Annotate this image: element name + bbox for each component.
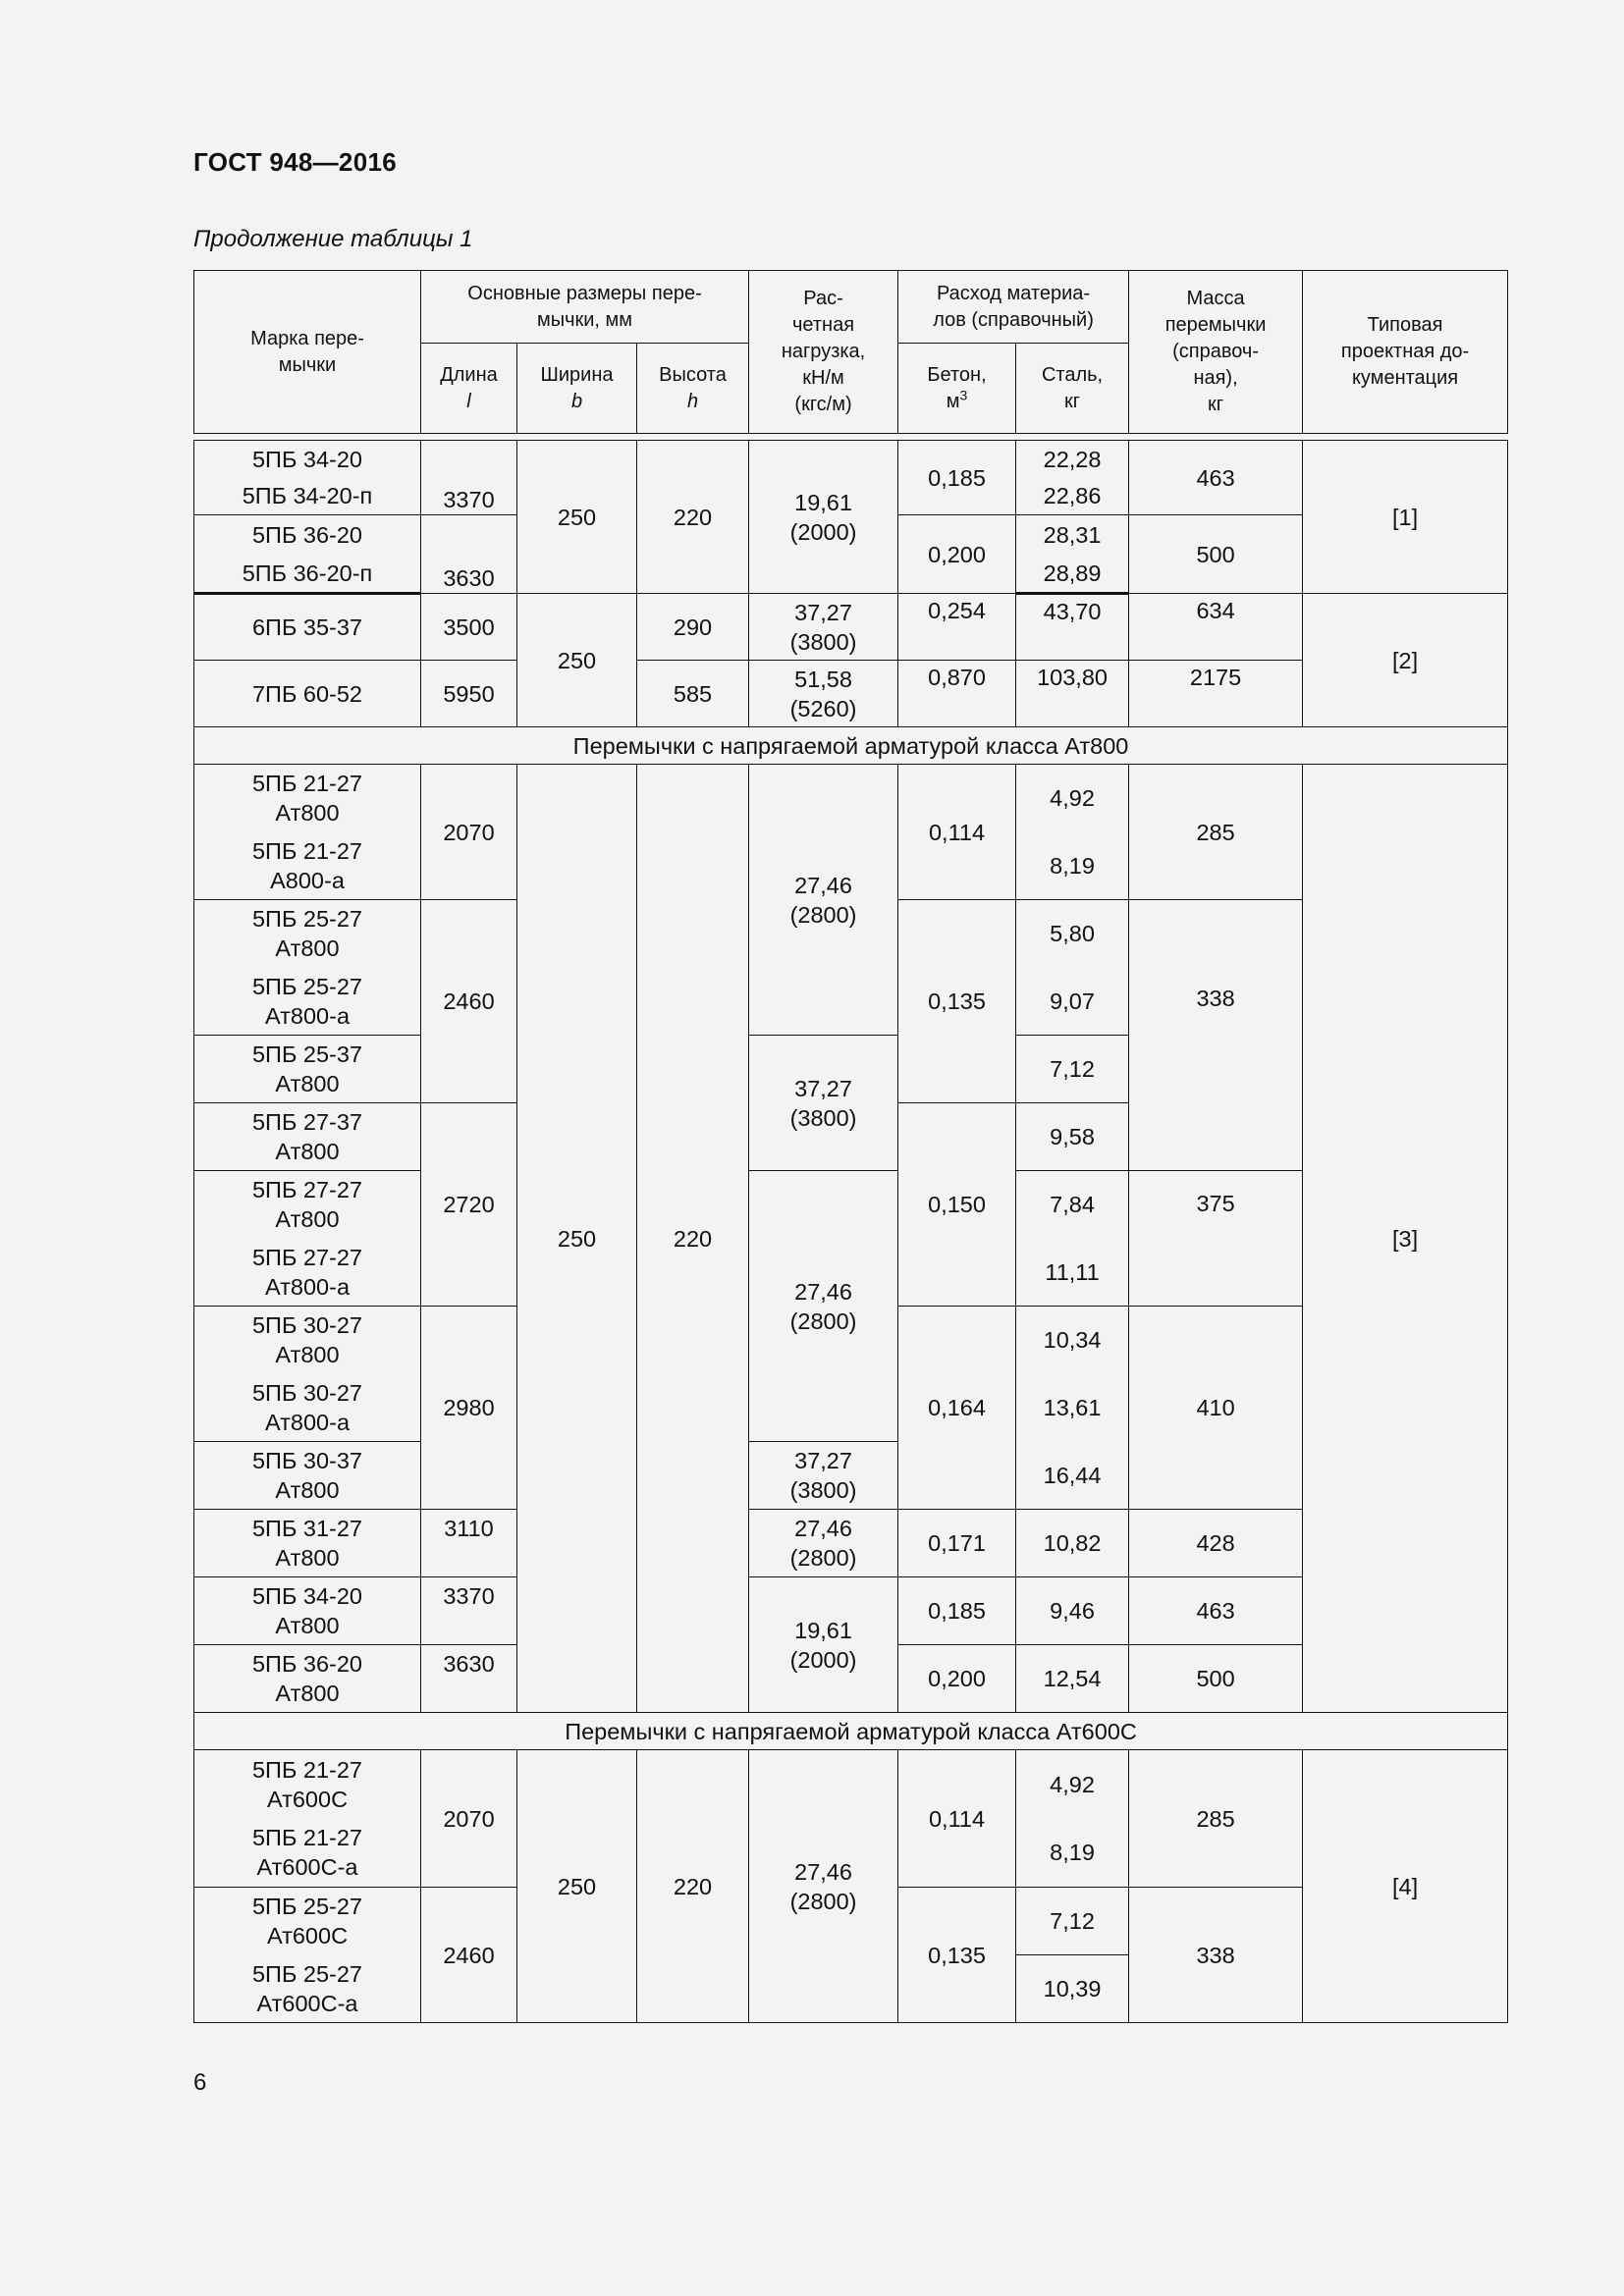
mark-cell: 5ПБ 30-27 Ат800 <box>194 1307 421 1374</box>
mark-cell: 5ПБ 27-27 Ат800-а <box>194 1239 421 1307</box>
doc-title: ГОСТ 948—2016 <box>193 147 397 177</box>
length-cell: 2460 <box>421 1888 517 2023</box>
section-header-at600c: Перемычки с напрягаемой арматурой класса Ат600С <box>194 1713 1508 1750</box>
mass-cell: 634 <box>1129 594 1303 661</box>
mark-cell: 7ПБ 60-52 <box>194 661 421 727</box>
height-cell: 290 <box>637 594 749 661</box>
doc-cell: [4] <box>1303 1750 1508 2023</box>
mark-cell: 5ПБ 25-27 Ат800 <box>194 900 421 968</box>
steel-cell: 8,19 <box>1016 1819 1129 1888</box>
mark-cell: 5ПБ 31-27 Ат800 <box>194 1510 421 1577</box>
load-cell: 27,46 (2800) <box>749 1750 898 2023</box>
width-cell: 250 <box>517 765 637 1713</box>
width-cell: 250 <box>517 441 637 594</box>
concrete-cell: 0,135 <box>898 900 1016 1103</box>
steel-cell: 43,70 <box>1016 594 1129 661</box>
height-cell: 220 <box>637 1750 749 2023</box>
steel-cell: 4,92 <box>1016 765 1129 832</box>
header-width: Ширина b <box>517 344 637 434</box>
steel-cell: 9,58 <box>1016 1103 1129 1171</box>
concrete-cell: 0,150 <box>898 1103 1016 1307</box>
load-cell: 37,27 (3800) <box>749 1442 898 1510</box>
width-cell: 250 <box>517 1750 637 2023</box>
load-cell: 37,27 (3800) <box>749 594 898 661</box>
load-cell: 51,58 (5260) <box>749 661 898 727</box>
mass-cell: 338 <box>1129 1888 1303 2023</box>
steel-cell: 10,34 <box>1016 1307 1129 1374</box>
steel-cell: 12,54 <box>1016 1645 1129 1713</box>
mark-cell: 5ПБ 34-20 <box>194 441 421 478</box>
steel-cell: 13,61 <box>1016 1374 1129 1442</box>
steel-cell: 10,82 <box>1016 1510 1129 1577</box>
section-header-at800: Перемычки с напрягаемой арматурой класса Ат800 <box>194 727 1508 765</box>
steel-cell: 28,89 <box>1016 555 1129 594</box>
mark-cell: 5ПБ 27-27 Ат800 <box>194 1171 421 1239</box>
load-cell: 19,61 (2000) <box>749 441 898 594</box>
header-docs: Типовая проектная до- кументация <box>1303 271 1508 434</box>
mass-cell: 338 <box>1129 900 1303 1171</box>
mark-cell: 5ПБ 25-27 Ат600С-а <box>194 1955 421 2023</box>
length-cell: 3370 <box>421 441 517 515</box>
mark-cell: 5ПБ 21-27 Ат600С <box>194 1750 421 1819</box>
load-cell: 37,27 (3800) <box>749 1036 898 1171</box>
mark-cell: 5ПБ 34-20-п <box>194 478 421 515</box>
length-cell: 3630 <box>421 515 517 594</box>
width-cell: 250 <box>517 594 637 727</box>
mark-cell: 5ПБ 25-27 Ат800-а <box>194 968 421 1036</box>
steel-cell: 7,84 <box>1016 1171 1129 1239</box>
steel-cell: 9,07 <box>1016 968 1129 1036</box>
length-cell: 2720 <box>421 1103 517 1307</box>
mark-cell: 5ПБ 21-27 Ат600С-а <box>194 1819 421 1888</box>
header-length: Длина l <box>421 344 517 434</box>
mass-cell: 500 <box>1129 515 1303 594</box>
load-cell: 27,46 (2800) <box>749 1510 898 1577</box>
steel-cell: 10,39 <box>1016 1955 1129 2023</box>
header-mass: Масса перемычки (справоч- ная), кг <box>1129 271 1303 434</box>
mass-cell: 2175 <box>1129 661 1303 727</box>
concrete-cell: 0,185 <box>898 1577 1016 1645</box>
header-concrete: Бетон, $м^3$ <box>898 344 1016 434</box>
mass-cell: 375 <box>1129 1171 1303 1307</box>
height-cell: 220 <box>637 441 749 594</box>
mark-cell: 5ПБ 21-27 А800-а <box>194 832 421 900</box>
steel-cell: 22,86 <box>1016 478 1129 515</box>
concrete-cell: 0,200 <box>898 1645 1016 1713</box>
mass-cell: 428 <box>1129 1510 1303 1577</box>
header-mark: Марка пере- мычки <box>194 271 421 434</box>
mark-cell: 5ПБ 25-37 Ат800 <box>194 1036 421 1103</box>
header-steel: Сталь, кг <box>1016 344 1129 434</box>
header-height: Высота h <box>637 344 749 434</box>
mark-cell: 5ПБ 25-27 Ат600С <box>194 1888 421 1955</box>
concrete-cell: 0,164 <box>898 1307 1016 1510</box>
length-cell: 3500 <box>421 594 517 661</box>
mass-cell: 463 <box>1129 1577 1303 1645</box>
steel-cell: 7,12 <box>1016 1888 1129 1955</box>
mass-cell: 500 <box>1129 1645 1303 1713</box>
mark-cell: 5ПБ 21-27 Ат800 <box>194 765 421 832</box>
header-load: Рас- четная нагрузка, кН/м (кгс/м) <box>749 271 898 434</box>
doc-cell: [1] <box>1303 441 1508 594</box>
steel-cell: 103,80 <box>1016 661 1129 727</box>
mass-cell: 410 <box>1129 1307 1303 1510</box>
mass-cell: 285 <box>1129 765 1303 900</box>
steel-cell: 11,11 <box>1016 1239 1129 1307</box>
load-cell: 19,61 (2000) <box>749 1577 898 1713</box>
length-cell: 2070 <box>421 765 517 900</box>
concrete-cell: 0,185 <box>898 441 1016 515</box>
load-cell: 27,46 (2800) <box>749 1171 898 1442</box>
height-cell: 585 <box>637 661 749 727</box>
length-cell: 3370 <box>421 1577 517 1645</box>
length-cell: 2460 <box>421 900 517 1103</box>
doc-cell: [2] <box>1303 594 1508 727</box>
table-caption: Продолжение таблицы 1 <box>193 226 473 252</box>
steel-cell: 4,92 <box>1016 1750 1129 1819</box>
mark-cell: 5ПБ 36-20-п <box>194 555 421 594</box>
concrete-cell: 0,200 <box>898 515 1016 594</box>
steel-cell: 5,80 <box>1016 900 1129 968</box>
mark-cell: 5ПБ 30-37 Ат800 <box>194 1442 421 1510</box>
load-cell: 27,46 (2800) <box>749 765 898 1036</box>
lintels-table <box>193 270 1508 2023</box>
mark-cell: 5ПБ 27-37 Ат800 <box>194 1103 421 1171</box>
concrete-cell: 0,870 <box>898 661 1016 727</box>
mass-cell: 285 <box>1129 1750 1303 1888</box>
mass-cell: 463 <box>1129 441 1303 515</box>
steel-cell: 16,44 <box>1016 1442 1129 1510</box>
concrete-cell: 0,254 <box>898 594 1016 661</box>
steel-cell: 28,31 <box>1016 515 1129 555</box>
steel-cell: 8,19 <box>1016 832 1129 900</box>
length-cell: 3630 <box>421 1645 517 1713</box>
mark-cell: 6ПБ 35-37 <box>194 594 421 661</box>
steel-cell: 9,46 <box>1016 1577 1129 1645</box>
doc-cell: [3] <box>1303 765 1508 1713</box>
header-materials: Расход материа- лов (справочный) <box>898 271 1129 344</box>
steel-cell: 22,28 <box>1016 441 1129 478</box>
steel-cell: 7,12 <box>1016 1036 1129 1103</box>
length-cell: 2070 <box>421 1750 517 1888</box>
length-cell: 3110 <box>421 1510 517 1577</box>
mark-cell: 5ПБ 36-20 <box>194 515 421 555</box>
mark-cell: 5ПБ 34-20 Ат800 <box>194 1577 421 1645</box>
concrete-cell: 0,135 <box>898 1888 1016 2023</box>
page-number: 6 <box>193 2069 207 2096</box>
concrete-cell: 0,114 <box>898 765 1016 900</box>
header-dimensions: Основные размеры пере- мычки, мм <box>421 271 749 344</box>
length-cell: 5950 <box>421 661 517 727</box>
concrete-cell: 0,114 <box>898 1750 1016 1888</box>
mark-cell: 5ПБ 30-27 Ат800-а <box>194 1374 421 1442</box>
mark-cell: 5ПБ 36-20 Ат800 <box>194 1645 421 1713</box>
concrete-cell: 0,171 <box>898 1510 1016 1577</box>
length-cell: 2980 <box>421 1307 517 1510</box>
height-cell: 220 <box>637 765 749 1713</box>
